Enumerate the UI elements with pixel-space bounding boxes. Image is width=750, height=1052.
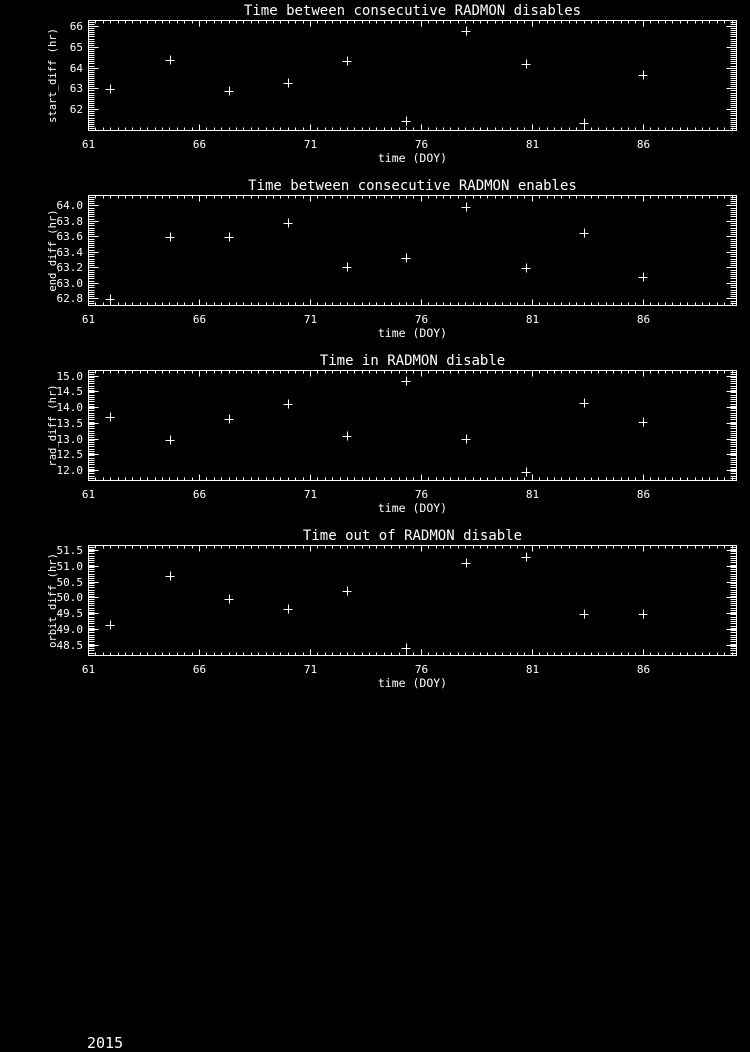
y-tick-label: 63 [69,82,83,95]
x-tick-label: 66 [192,313,207,326]
x-tick-label: 71 [303,313,318,326]
y-tick-label: 15.0 [56,370,83,383]
data-point-markers [106,203,648,304]
x-tick-label: 81 [525,313,540,326]
y-tick-label: 13.5 [56,417,83,430]
axes-and-ticks [89,371,737,481]
x-axis-label: time (DOY) [377,151,448,165]
y-tick-label: 64 [69,62,83,75]
plot-rad-diff [0,350,750,525]
data-point-markers [106,27,648,128]
x-tick-label: 76 [414,663,429,676]
y-tick-label: 51.0 [56,560,83,573]
chart-title: Time out of RADMON disable [302,528,523,544]
x-tick-label: 71 [303,488,318,501]
y-axis-label: end_diff (hr) [47,209,59,292]
y-tick-label: 64.0 [56,199,83,212]
x-tick-label: 76 [414,488,429,501]
x-tick-label: 86 [636,663,651,676]
y-tick-label: 14.0 [56,401,83,414]
y-axis-label: start_diff (hr) [47,28,59,123]
y-tick-label: 63.2 [56,261,83,274]
x-tick-label: 86 [636,313,651,326]
axes-and-ticks [89,546,737,656]
y-tick-label: 49.0 [56,623,83,636]
y-tick-label: 51.5 [56,544,83,557]
x-tick-label: 61 [81,663,96,676]
y-tick-label: 50.0 [56,591,83,604]
data-point-markers [106,553,648,653]
chart-title: Time in RADMON disable [319,353,506,369]
plot-orbit-diff [0,525,750,700]
x-tick-label: 71 [303,138,318,151]
plot-start-diff [0,0,750,175]
x-axis-label: time (DOY) [377,501,448,515]
data-point-markers [106,377,648,477]
x-tick-label: 76 [414,138,429,151]
x-tick-label: 81 [525,488,540,501]
y-tick-label: 50.5 [56,576,83,589]
y-tick-label: 63.6 [56,230,83,243]
x-tick-label: 66 [192,488,207,501]
y-tick-label: 65 [69,41,83,54]
axes-and-ticks [89,196,737,306]
y-tick-label: 48.5 [56,639,83,652]
x-tick-label: 86 [636,488,651,501]
y-axis-label: rad_diff (hr) [47,384,59,467]
x-tick-label: 66 [192,663,207,676]
x-tick-label: 61 [81,313,96,326]
y-tick-label: 63.4 [56,246,83,259]
y-tick-label: 63.8 [56,215,83,228]
y-tick-label: 14.5 [56,385,83,398]
x-tick-label: 66 [192,138,207,151]
y-tick-label: 66 [69,20,83,33]
y-tick-label: 49.5 [56,607,83,620]
y-tick-label: 62.8 [56,292,83,305]
plot-end-diff [0,175,750,350]
chart-title: Time between consecutive RADMON enables [248,178,577,194]
x-tick-label: 71 [303,663,318,676]
y-tick-label: 62 [69,103,83,116]
y-axis-label: orbit_diff (hr) [47,553,59,648]
x-tick-label: 61 [81,138,96,151]
x-tick-label: 86 [636,138,651,151]
y-tick-label: 12.0 [56,464,83,477]
x-tick-label: 76 [414,313,429,326]
y-tick-label: 12.5 [56,448,83,461]
chart-title: Time between consecutive RADMON disables [243,3,582,19]
x-axis-label: time (DOY) [377,326,448,340]
x-tick-label: 61 [81,488,96,501]
x-tick-label: 81 [525,138,540,151]
x-tick-label: 81 [525,663,540,676]
year-label: 2015 [87,1034,124,1052]
x-axis-label: time (DOY) [377,676,448,690]
y-tick-label: 13.0 [56,433,83,446]
y-tick-label: 63.0 [56,277,83,290]
